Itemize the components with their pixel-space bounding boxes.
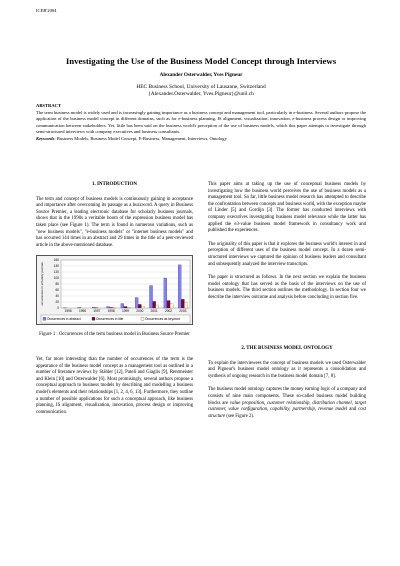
intro-paragraph-1: The term and concept of business models is continuously gaining in acceptance and importance after overcoming its passage as a buzzword. A query in Business Source Premier, a leading electronic database for scholarly business journals, shows that in the 1990s a veritable boom of the expression business model has taken place (see Figure 1). The term is found in numerous variations, such as "new business models", "e-business models" or "internet business models" and has occurred 144 times in an abstract and 29 times in the title of a peer-reviewed article in the above-mentioned database. <box>36 196 193 248</box>
chart-svg <box>37 256 194 326</box>
bar <box>170 304 173 308</box>
y-tick-label: 140 <box>53 264 59 269</box>
x-tick-label: 1995 <box>64 309 72 314</box>
bar <box>184 303 187 308</box>
ontology-text-a: The business model ontology captures the money earning logic of a company and consists of nine main components. These so-called business model building blocks are <box>208 387 366 406</box>
x-tick-label: 2002 <box>164 309 173 314</box>
left-column-top <box>36 182 193 256</box>
keywords-label: Keywords <box>36 135 55 141</box>
keywords-text: : Business Models, Business Model Concept, E-Business, Management, Interviews, Ontology <box>54 135 227 141</box>
abstract <box>36 103 366 143</box>
bar <box>124 307 127 309</box>
x-tick-label: 2001 <box>150 309 158 314</box>
bar <box>78 307 81 308</box>
y-tick-label: 20 <box>55 300 59 305</box>
bar <box>110 307 113 308</box>
legend-swatch <box>43 317 46 320</box>
y-tick-label: 120 <box>53 270 59 275</box>
legend-label: Occurrences in abstract <box>47 317 81 322</box>
legend-label: Occurrences in title <box>96 317 124 322</box>
y-tick-label: 80 <box>55 282 59 287</box>
bar <box>138 304 141 308</box>
bar <box>156 305 159 308</box>
bar <box>121 304 124 309</box>
y-tick-label: 160 <box>53 258 59 263</box>
bar <box>178 265 181 308</box>
y-tick-label: 60 <box>55 288 59 293</box>
section-1-heading: 1. INTRODUCTION <box>91 182 137 187</box>
intro-paragraph-2: Yet, far more interesting than the number of occurrences of the term is the appearance of the business model concept as a management tool as outlined in a number of literature reviews by Stähler [12], Pateli and Giaglis [9], Rentmeister and Klein [10] and Osterwalder [6]. Most promisingly, several authors propose a conceptual approach to business models by describing and modelling a business model's elements and their relationships [1, 2, 4, 6, 13]. Furthermore, they outline a number of possible applications for such a conceptual approach, like business planning, IS alignment, visualization, innovation, process design or improving communication. <box>36 357 193 415</box>
right-column-bottom <box>208 346 366 427</box>
paper-title: Investigating the Use of the Business Model Concept through Interviews <box>65 56 337 66</box>
x-tick-label: 2003 <box>179 309 187 314</box>
right-paragraph-1: This paper aims at taking up the use of conceptual business models by investigating how the business world perceives the use of business models as a management tool. So far, little business model research has attempted to describe the confrontation between concepts and business world, with the exception maybe of Linder [5] and Gordijn [3]. The former has conducted interviews with company executives investigating business model relevance while the latter has applied the e3-value business model framework in consultancy work and published the experiences. <box>208 182 366 234</box>
bar <box>149 286 152 309</box>
keywords <box>36 136 366 143</box>
right-paragraph-2: The originality of this paper is that it explores the business world's interest in and perception of different uses of the business model concept. In a dozen semi-structured interviews we captured the opinion of business leaders and consultant and subsequently analyzed the interview transcripts. <box>208 241 366 267</box>
bar <box>153 301 156 308</box>
y-tick-label: 100 <box>53 276 59 281</box>
x-tick-label: 1996 <box>78 309 87 314</box>
ontology-blocks: value proposition, customer relationship, distribution channel, target customer, value configuration, capability, partnership, revenue model <box>208 400 367 413</box>
legend-label: Occurrences as keyword <box>145 317 181 322</box>
bar <box>127 307 130 308</box>
ontology-text-b: and <box>347 407 359 413</box>
ontology-cost: cost structure <box>208 407 366 419</box>
right-paragraph-3: The paper is structured as follows. In the next section we explain the business model ontology that has served as the basis of the interviews on the use of business models. The third section outlines the methodology. In section four we describe the interview outcome and analysis before concluding in section five. <box>208 275 366 300</box>
ontology-paragraph-2 <box>208 387 366 420</box>
abstract-text: The term business model is widely used and is increasingly gaining importance as a business concept and management tool, particularly in e-business. Several authors propose the application of the business model concept in different domains, such as for e-business planning, IS alignment, visualization, innovation, e-business process design or improving communication between stakeholders. Yet, little has been said on the business world's perception of the use of business models, which this paper attempts to investigate through semi-structured interviews with company executives and business consultants. <box>36 109 366 135</box>
bar <box>106 307 109 309</box>
conference-header: ICEB'2004 <box>36 8 57 13</box>
ontology-paragraph-1: To explain the interviewees the concept of business models we used Osterwalder and Pigneur's business model ontology as it represents a consolidation and synthesis of ongoing research in the business model domain [7, 8]. <box>208 360 366 379</box>
x-tick-label: 1998 <box>107 309 115 314</box>
ontology-text-c: (see Figure 2). <box>225 413 255 419</box>
affiliation-emails: {Alexander.Osterwalder, Yves.Pigneur}@unil.ch <box>148 90 254 97</box>
x-tick-label: 1999 <box>121 309 130 314</box>
affiliation-institution: HEC Business School, University of Lausanne, Switzerland <box>136 84 266 90</box>
bar <box>164 278 167 308</box>
section-2-heading: 2. THE BUSINESS MODEL ONTOLOGY <box>241 346 333 351</box>
x-tick-label: 2000 <box>136 309 144 314</box>
legend-swatch <box>141 317 144 320</box>
y-tick-label: 0 <box>57 306 59 311</box>
bar <box>92 307 95 308</box>
y-tick-label: 40 <box>55 294 59 299</box>
abstract-heading: ABSTRACT <box>36 103 62 108</box>
legend-swatch <box>92 317 95 320</box>
figure-1-chart <box>36 255 193 325</box>
author-line: Alexander Osterwalder, Yves Pigneur <box>159 72 243 78</box>
affiliation <box>36 84 366 97</box>
bar <box>167 301 170 309</box>
x-tick-label: 1997 <box>93 309 101 314</box>
bar <box>135 298 138 309</box>
bar <box>181 299 184 308</box>
right-column-top <box>208 182 366 309</box>
bar <box>141 306 144 308</box>
figure-1-caption: Figure 1 : Occurrences of the term business model in Business Source Premier <box>39 332 190 337</box>
y-axis-label: occurrences in scholarly journals <box>40 262 44 306</box>
